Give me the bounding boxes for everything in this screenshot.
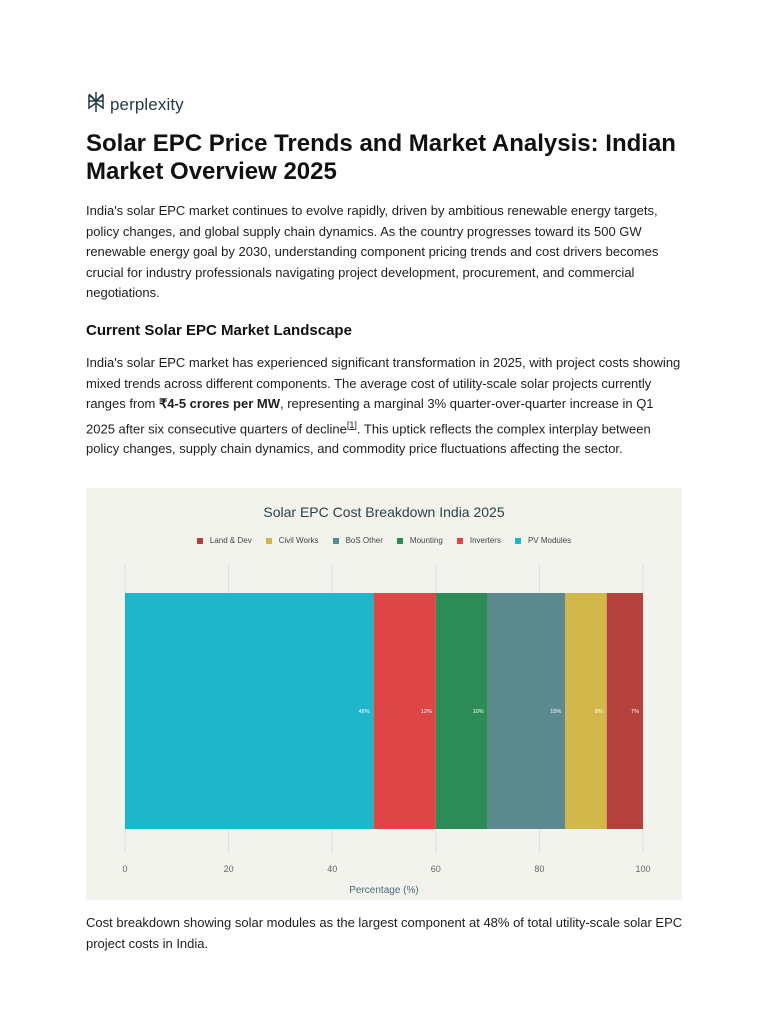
x-tick-label: 40	[327, 864, 338, 874]
data-label: 15%	[550, 709, 562, 715]
brand-logo[interactable]	[86, 91, 184, 118]
data-label: 8%	[594, 709, 603, 715]
legend-label: PV Modules	[527, 536, 572, 545]
page-title: Solar EPC Price Trends and Market Analysis: Indian Market Overview 2025	[86, 130, 676, 185]
citation-link[interactable]: [1]	[346, 419, 357, 430]
brand-name: perplexity	[110, 94, 184, 114]
section-heading: Current Solar EPC Market Landscape	[86, 322, 352, 339]
bar-segment-pv-modules	[125, 593, 374, 829]
legend-label: BoS Other	[345, 536, 383, 545]
chart-caption: Cost breakdown showing solar modules as the largest component at 48% of total utility-scale solar EPC project costs in India.	[86, 915, 683, 951]
section-text-part2: , representing a marginal 3% quarter-over-quarter increase in Q1 2025 after six consecutive quarters of decline	[86, 396, 654, 436]
x-tick-label: 60	[430, 864, 441, 874]
perplexity-logo-icon	[86, 91, 106, 118]
data-label: 48%	[358, 709, 370, 715]
legend-label: Inverters	[469, 536, 501, 545]
data-label: 7%	[631, 709, 639, 715]
x-tick-label: 0	[122, 864, 128, 874]
cost-breakdown-chart	[86, 488, 682, 900]
section-text-part3: . This uptick reflects the complex interplay between policy changes, supply chain dynamics, and commodity price fluctuations affecting the sector.	[86, 420, 651, 457]
legend-label: Land & Dev	[209, 536, 252, 545]
x-tick-label: 100	[635, 864, 651, 874]
legend-label: Mounting	[409, 536, 443, 545]
intro-paragraph: India's solar EPC market continues to evolve rapidly, driven by ambitious renewable energy targets, policy changes, and global supply chain dynamics. As the country progresses toward its 500 GW renewable energy goal by 2030, understanding component pricing trends and cost drivers becomes crucial for industry professionals navigating project development, procurement, and commercial negotiations.	[86, 203, 659, 300]
section-text-part1: India's solar EPC market has experienced significant transformation in 2025, with project costs showing mixed trends across different components. The average cost of utility-scale solar projects currently ranges from	[86, 355, 681, 411]
x-tick-label: 20	[223, 864, 234, 874]
x-axis-title: Percentage (%)	[349, 885, 419, 896]
data-label: 12%	[420, 709, 432, 715]
section-text-bold: ₹4-5 crores per MW	[158, 396, 280, 411]
section-paragraph	[86, 353, 686, 460]
legend-label: Civil Works	[278, 536, 319, 545]
chart-plot	[86, 488, 682, 900]
x-tick-label: 80	[534, 864, 545, 874]
chart-title: Solar EPC Cost Breakdown India 2025	[263, 504, 505, 520]
data-label: 10%	[472, 709, 484, 715]
